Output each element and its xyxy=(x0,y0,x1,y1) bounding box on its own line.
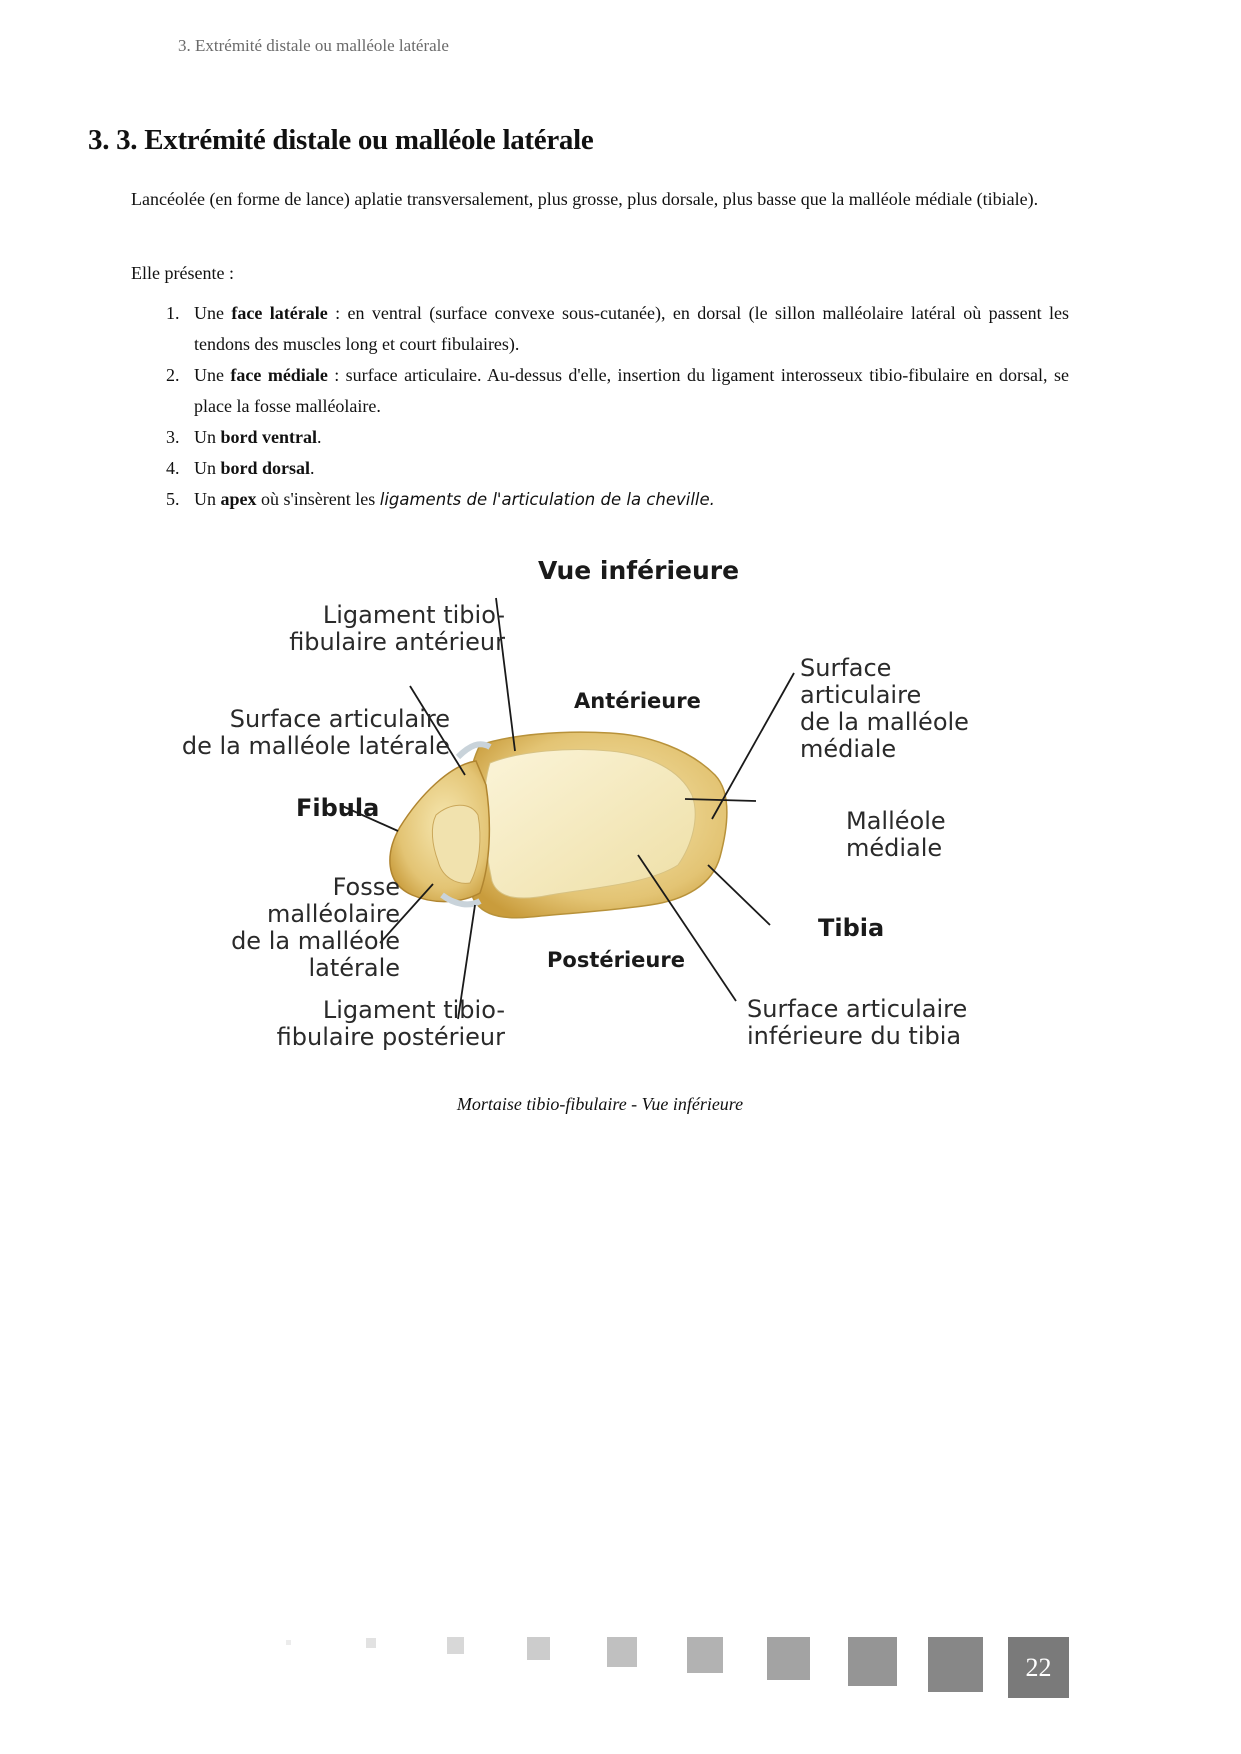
list-text-post: . xyxy=(310,458,315,478)
list-text-pre: Une xyxy=(194,365,231,385)
list-term: bord ventral xyxy=(220,427,317,447)
footer-square xyxy=(286,1640,291,1645)
list-item xyxy=(150,484,1069,515)
label-tibia: Tibia xyxy=(818,914,885,942)
label-ligament-anterieur: Ligament tibio- fibulaire antérieur xyxy=(289,601,505,656)
intro-paragraph: Lancéolée (en forme de lance) aplatie transversalement, plus grosse, plus dorsale, plus basse que la malléole médiale (tibiale). xyxy=(131,189,1039,209)
label-surface-inferieure: Surface articulaire inférieure du tibia xyxy=(747,995,968,1050)
running-header: 3. Extrémité distale ou malléole latérale xyxy=(178,36,449,55)
label-surface-laterale: Surface articulaire de la malléole latérale xyxy=(181,705,450,760)
list-text-pre: Un xyxy=(194,458,221,478)
label-malleole-mediale: Malléole médiale xyxy=(846,807,946,862)
list-term: bord dorsal xyxy=(220,458,311,478)
page-number: 22 xyxy=(1008,1637,1069,1698)
figure-title: Vue inférieure xyxy=(538,556,740,585)
list-item xyxy=(150,360,1069,422)
list-term: apex xyxy=(220,489,257,509)
list-item xyxy=(150,453,1069,484)
list-term: face médiale xyxy=(230,365,328,385)
list-number: 1. xyxy=(166,303,180,323)
label-surface-mediale: Surface articulaire de la malléole médiale xyxy=(800,654,969,763)
label-ligament-posterieur: Ligament tibio- fibulaire postérieur xyxy=(276,996,505,1051)
list-text-post: : surface articulaire. Au-dessus d'elle, insertion du ligament interosseux tibio-fibulaire en dorsal, se place la fosse malléolaire. xyxy=(194,365,1069,416)
list-term: face latérale xyxy=(231,303,328,323)
section-title: 3. 3. Extrémité distale ou malléole latérale xyxy=(88,124,594,156)
list-number: 2. xyxy=(166,365,180,385)
list-italic-link[interactable]: ligaments de l'articulation de la cheville. xyxy=(379,490,715,509)
footer-square xyxy=(366,1638,376,1648)
footer-square xyxy=(848,1637,897,1686)
label-anterieure: Antérieure xyxy=(574,689,701,713)
lead-paragraph: Elle présente : xyxy=(131,263,234,283)
footer-square xyxy=(687,1637,723,1673)
footer-square xyxy=(767,1637,810,1680)
list-number: 3. xyxy=(166,427,180,447)
label-fosse-malleolaire: Fosse malléolaire de la malléole latérale xyxy=(231,873,400,982)
list-item xyxy=(150,422,1069,453)
list-item xyxy=(150,298,1069,360)
leader-tibia xyxy=(708,865,770,925)
footer-square xyxy=(527,1637,550,1660)
list-text-post: où s'insèrent les xyxy=(256,489,380,509)
list-number: 4. xyxy=(166,458,180,478)
footer-square xyxy=(447,1637,464,1654)
leader-surf-med xyxy=(712,673,794,819)
list-text-pre: Une xyxy=(194,303,232,323)
list-number: 5. xyxy=(166,489,180,509)
features-list xyxy=(150,298,1069,515)
footer-square xyxy=(607,1637,637,1667)
label-posterieure: Postérieure xyxy=(547,948,685,972)
footer-square xyxy=(928,1637,983,1692)
figure-caption: Mortaise tibio-fibulaire - Vue inférieure xyxy=(456,1094,744,1114)
label-fibula: Fibula xyxy=(296,794,380,822)
list-text-post: . xyxy=(317,427,322,447)
list-text-post: : en ventral (surface convexe sous-cutanée), en dorsal (le sillon malléolaire latéral où passent les tendons des muscles long et court fibulaires). xyxy=(194,303,1069,354)
list-text-pre: Un xyxy=(194,489,221,509)
list-text-pre: Un xyxy=(194,427,221,447)
anatomy-figure xyxy=(180,556,1000,1075)
